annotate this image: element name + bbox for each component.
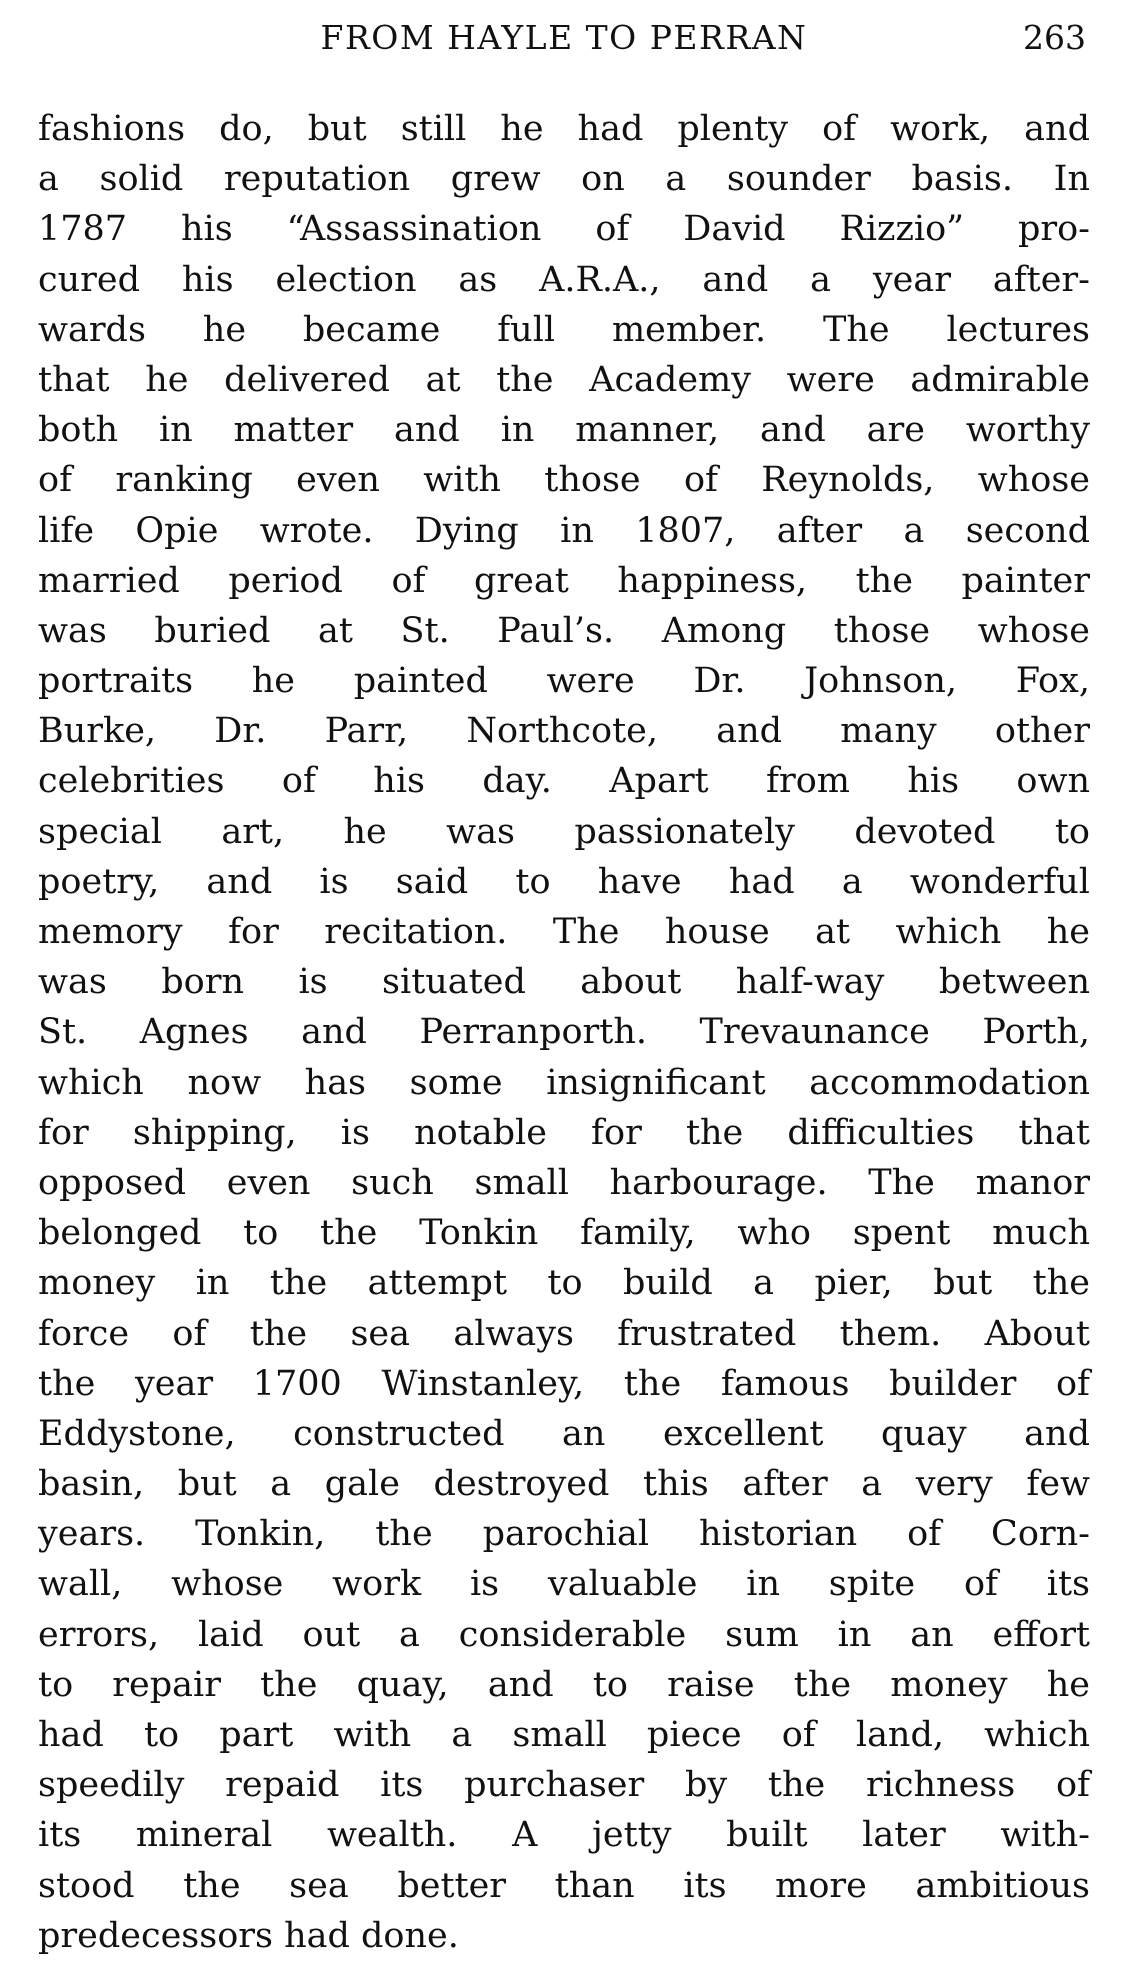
text-line: celebrities of his day. Apart from his own [38, 761, 1090, 802]
text-line: that he delivered at the Academy were admirable [38, 359, 1090, 400]
text-line: married period of great happiness, the painter [38, 560, 1090, 601]
text-line: cured his election as A.R.A., and a year after- [38, 259, 1090, 300]
text-line: had to part with a small piece of land, which [38, 1715, 1090, 1755]
text-line: predecessors had done. [38, 1915, 459, 1956]
text-line: portraits he painted were Dr. Johnson, Fox, [38, 661, 1090, 702]
text-line: its mineral wealth. A jetty built later with- [38, 1815, 1090, 1856]
text-line: of ranking even with those of Reynolds, whose [38, 460, 1090, 501]
text-line: years. Tonkin, the parochial historian of Corn- [38, 1514, 1090, 1555]
text-line: stood the sea better than its more ambitious [38, 1865, 1090, 1906]
body-paragraph [38, 104, 1090, 1961]
text-line: to repair the quay, and to raise the money he [38, 1664, 1090, 1705]
text-line: fashions do, but still he had plenty of work, and [38, 109, 1090, 149]
text-line: which now has some insignificant accommodation [38, 1062, 1090, 1103]
running-head [38, 14, 1090, 62]
text-line: basin, but a gale destroyed this after a very few [38, 1464, 1090, 1505]
text-line: special art, he was passionately devoted to [38, 811, 1090, 852]
running-title: FROM HAYLE TO PERRAN [320, 18, 808, 57]
text-line: a solid reputation grew on a sounder basis. In [38, 159, 1090, 200]
text-line: wall, whose work is valuable in spite of its [38, 1564, 1090, 1605]
text-line: opposed even such small harbourage. The manor [38, 1162, 1090, 1203]
text-line: money in the attempt to build a pier, but the [38, 1263, 1090, 1304]
text-line: both in matter and in manner, and are worthy [38, 410, 1090, 451]
text-line: St. Agnes and Perranporth. Trevaunance Porth, [38, 1012, 1090, 1053]
text-line: errors, laid out a considerable sum in an effort [38, 1614, 1090, 1655]
page-number: 263 [1023, 18, 1086, 57]
text-line: 1787 his “Assassination of David Rizzio” pro- [38, 209, 1090, 250]
text-line: force of the sea always frustrated them. About [38, 1313, 1090, 1354]
text-line: was born is situated about half-way between [38, 962, 1090, 1003]
text-line: for shipping, is notable for the difficulties that [38, 1112, 1090, 1153]
text-line: memory for recitation. The house at which he [38, 912, 1090, 952]
text-line: was buried at St. Paul’s. Among those whose [38, 610, 1090, 651]
text-line: Eddystone, constructed an excellent quay and [38, 1413, 1090, 1454]
text-line: poetry, and is said to have had a wonderful [38, 861, 1090, 902]
text-line: life Opie wrote. Dying in 1807, after a second [38, 510, 1090, 551]
text-line: speedily repaid its purchaser by the richness of [38, 1765, 1090, 1806]
text-line: Burke, Dr. Parr, Northcote, and many other [38, 711, 1090, 752]
text-line: the year 1700 Winstanley, the famous builder of [38, 1363, 1090, 1404]
text-line: belonged to the Tonkin family, who spent much [38, 1213, 1090, 1254]
text-line: wards he became full member. The lectures [38, 309, 1090, 350]
